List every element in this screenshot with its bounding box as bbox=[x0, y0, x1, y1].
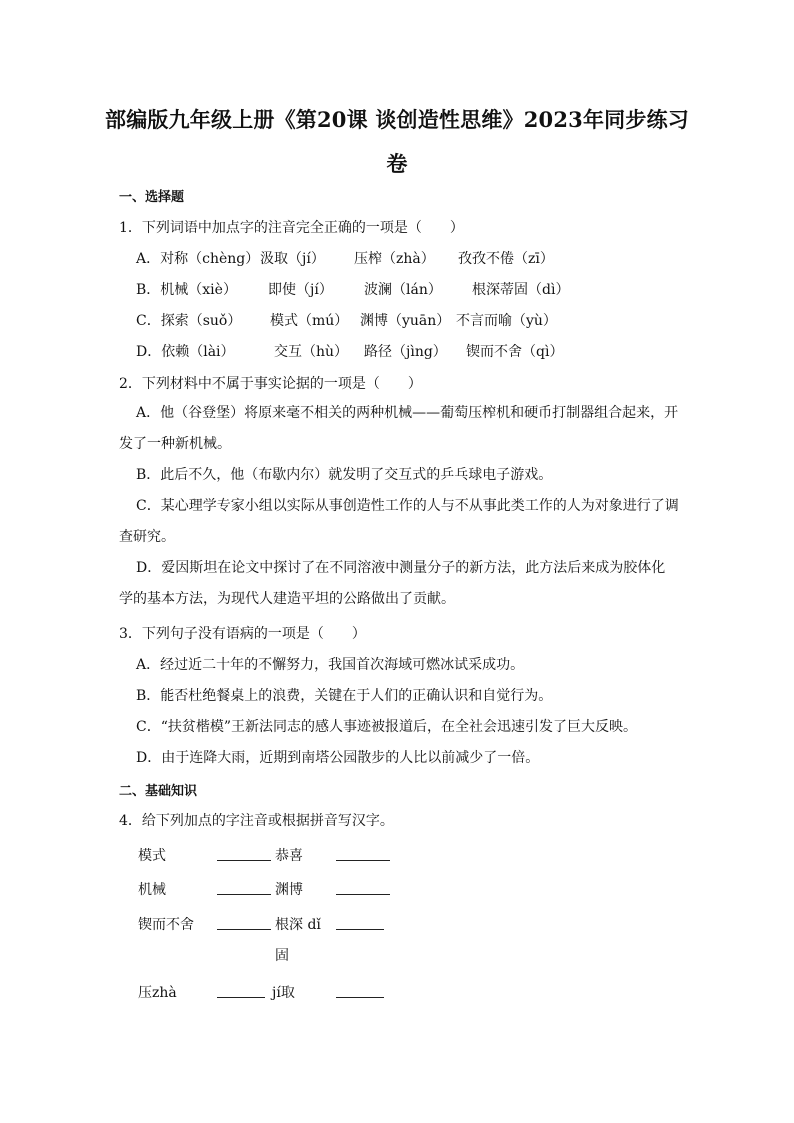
option-item: B．机械（xiè） bbox=[136, 282, 237, 298]
answer-blank[interactable] bbox=[217, 929, 271, 930]
word-label: 根深 dǐ bbox=[275, 917, 321, 933]
question-2-stem: 2．下列材料中不属于事实论据的一项是（ ） bbox=[119, 376, 422, 392]
answer-blank[interactable] bbox=[217, 860, 271, 861]
option-item: 模式（mú） bbox=[270, 313, 349, 329]
answer-blank[interactable] bbox=[336, 997, 384, 998]
word-label: 压zhà bbox=[138, 985, 177, 1001]
option-item: 根深蒂固（dì） bbox=[472, 282, 570, 298]
option-item: 孜孜不倦（zī） bbox=[458, 251, 554, 267]
option-item: A．对称（chèng） bbox=[136, 251, 260, 267]
option-item: 锲而不舍（qì） bbox=[466, 344, 564, 360]
option-item: 交互（hù） bbox=[274, 344, 349, 360]
page-title: 部编版九年级上册《第20课 谈创造性思维》2023年同步练习卷 bbox=[105, 107, 689, 176]
answer-blank[interactable] bbox=[336, 929, 384, 930]
word-label: 模式 bbox=[138, 848, 166, 864]
section-heading-basics: 二、基础知识 bbox=[119, 784, 198, 799]
option-item: 汲取（jí） bbox=[260, 251, 325, 267]
option-item: 路径（jìng） bbox=[364, 344, 447, 360]
option-item: 压榨（zhà） bbox=[354, 251, 435, 267]
question-2-option-b: B．此后不久，他（布歇内尔）就发明了交互式的乒乓球电子游戏。 bbox=[136, 467, 553, 483]
question-3-option-d: D．由于连降大雨，近期到南塔公园散步的人比以前减少了一倍。 bbox=[136, 750, 540, 766]
word-label: 恭喜 bbox=[275, 848, 303, 864]
question-2-option-d: D．爱因斯坦在论文中探讨了在不同溶液中测量分子的新方法，此方法后来成为胶体化学的基本方法，为现代人建造平坦的公路做出了贡献。 bbox=[119, 560, 666, 607]
answer-blank[interactable] bbox=[217, 894, 271, 895]
word-label: 渊博 bbox=[275, 882, 303, 898]
option-item: 波澜（lán） bbox=[364, 282, 442, 298]
option-item: C．探索（suǒ） bbox=[136, 313, 242, 329]
answer-blank[interactable] bbox=[336, 894, 390, 895]
question-3-option-b: B．能否杜绝餐桌上的浪费，关键在于人们的正确认识和自觉行为。 bbox=[136, 688, 553, 704]
question-4-stem: 4．给下列加点的字注音或根据拼音写汉字。 bbox=[119, 813, 394, 829]
option-item: 渊博（yuān） bbox=[360, 313, 451, 329]
option-item: D．依赖（lài） bbox=[136, 344, 235, 360]
question-1-stem: 1．下列词语中加点字的注音完全正确的一项是（ ） bbox=[119, 220, 464, 236]
word-label-continued: 固 bbox=[275, 948, 289, 964]
option-item: 即使（jí） bbox=[268, 282, 333, 298]
answer-blank[interactable] bbox=[217, 997, 265, 998]
section-heading-choice: 一、选择题 bbox=[119, 190, 185, 205]
word-label: jí取 bbox=[272, 985, 295, 1001]
question-2-option-a: A．他（谷登堡）将原来毫不相关的两种机械——葡萄压榨机和硬币打制器组合起来，开发了一种新机械。 bbox=[119, 405, 679, 452]
word-label: 机械 bbox=[138, 882, 166, 898]
question-2-option-c: C．某心理学专家小组以实际从事创造性工作的人与不从事此类工作的人为对象进行了调查研究。 bbox=[119, 498, 679, 545]
question-3-stem: 3．下列句子没有语病的一项是（ ） bbox=[119, 626, 366, 642]
question-3-option-a: A．经过近二十年的不懈努力，我国首次海域可燃冰试采成功。 bbox=[136, 657, 525, 673]
answer-blank[interactable] bbox=[336, 860, 390, 861]
word-label: 锲而不舍 bbox=[138, 917, 194, 933]
option-item: 不言而喻（yù） bbox=[456, 313, 557, 329]
question-3-option-c: C．“扶贫楷模”王新法同志的感人事迹被报道后，在全社会迅速引发了巨大反映。 bbox=[136, 719, 638, 735]
